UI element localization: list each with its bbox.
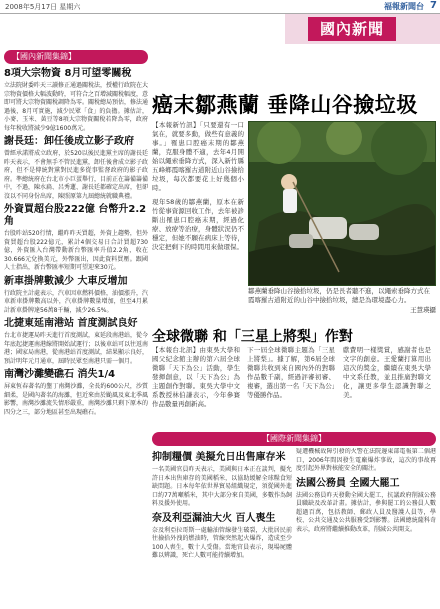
digest-story: [4, 204, 148, 273]
digest-story: [4, 318, 148, 366]
newspaper-name: 福報新聞台: [384, 2, 424, 11]
story-body: 立法院財委昨天三讀修正通過關稅法，授權行政院在大宗物資價格大幅波動時，可符合之百增減關稅幅度，意即可將大宗物資關稅調降為零。關稅總局預估，修法通過後，8月可實施，減少民眾「食」的負擔。據估計，小麥、玉米、黃豆等8項大宗物資關稅若降為零，政府每年稅收將減少9億1600萬元。: [4, 82, 148, 132]
second-column-3: [343, 346, 431, 426]
story-title: 新車掛牌數減少 大車反增加: [4, 275, 128, 287]
main-lead-paragraph: 【本報新竹訊】「只要還有一口氣在，就要多動，做些有意義的事。」罹患口腔癌末期的鄒燕蘭，克服身體不適，去年4月開始以繩索垂降方式，深入新竹縣五峰鄉霞喀羅古道附近山谷撿拾垃圾，每次都要花上好幾個小時。: [152, 121, 244, 192]
second-headline: 全球微聯 和「三星上將梨」作對: [152, 329, 353, 345]
news-digest-column: [4, 50, 148, 605]
second-column-2: 下一屆全球微聯主題為「三星上將梨」。據了解，第6屆全球微聯共收到來自國內外的對聯作品數千副，經過評審初審、複審，選出第一名「天下為公」等優勝作品。: [247, 346, 335, 399]
international-right-column: [296, 448, 436, 605]
story-body: 曾經承諾將成立政府，於520以後民進黨主席的謝長廷昨天表示，不會無手不管民進黨，卸任後會成立影子政府，但不是傳統對黨對民進多從事監督政府的影子政府。準總統府在台北市小巨蛋舉行，目前正在籌備籌備中，不過，陳水扁、呂秀蓮、謝長廷都確定出席，但卻沒以不同身份出席，陳照原第九屆總統就職典禮。: [4, 150, 148, 200]
story-title: 法國公務員 全國大罷工: [296, 477, 400, 489]
page-header: [0, 0, 440, 14]
story-title: 南灣沙灘變礁石 消失1/4: [4, 369, 116, 380]
section-banner: [0, 14, 440, 44]
main-headline: 癌末鄒燕蘭 垂降山谷撿垃圾: [152, 93, 418, 117]
forest-scene-image: [249, 122, 436, 286]
story-body: 奈及利亞拉哥斯一處輸油管線發生破裂，大批居民前往撿拾外洩的燃油時，管線突然起火爆炸，造成至少100人喪生，數十人受傷。當地官員表示，現場屍體難以辨識，死亡人數可能持續增加。: [152, 526, 292, 559]
second-col3-text: 獻費明一樣獎賞，感謝者也是文字的創意。王愛蘭打算用出這次的獎金，繼續在東吳大學中文系任教，並且推廣對聯文化，讓更多學生認識對聯之美。: [343, 346, 431, 399]
story-body: 行政院主計處表示，汽車因車燃料價格，油價漲升，汽車新車掛牌數高以外，汽車掛牌數量增加，但至4月累計新車掛牌達56萬8千輛，減少26.5%。: [4, 289, 148, 314]
issue-date: 2008年5月17日 星期六: [5, 3, 81, 11]
story-title: 外資買超台股222億 台幣升2.2角: [4, 204, 147, 227]
section-title: 國內新聞: [308, 17, 396, 41]
story-body: 法國公務員昨天發動全國大罷工，抗議政府削減公務員職缺及改革計畫。據估計，參與罷工的公務員人數超過百萬，包括教師、郵政人員及醫護人員等，學校、公共交通及公共服務受到影響。法國總統薩科奇表示，政府將繼續推動改革，削減公共開支。: [296, 491, 436, 533]
digest-header: 【國內新聞集錦】: [4, 50, 148, 64]
story-body: 一名美國官員昨天表示，美國與日本正在談判，擬允許日本出售庫存的美國稻米，以協助緩解全球糧食短缺問題。日本每年依世界貿易組織規定，須從國外進口約77萬噸稻米，其中大部分來自美國，多數作為飼料及援外使用。: [152, 466, 292, 507]
story-body: 台北市捷運局昨天進行首度測試，東延段南港站，從今年底起捷運南港線將開始試運行；以後車站可以往返南港；國家局南港，從南港站首度測試，結果顯示良好，預計明年元月通車，屆時民眾至南港只需一個月。: [4, 332, 148, 365]
digest-story: [4, 369, 148, 417]
story-title: 抑制糧價 美擬允日出售庫存米: [152, 452, 286, 463]
story-title: 8項大宗物資 8月可望零關稅: [4, 68, 132, 79]
story-title: 北捷東延南港站 首度測試良好: [4, 318, 138, 329]
photo-credit: 王慧瑛攝: [410, 306, 436, 314]
story-title: 謝長廷：卸任後成立影子政府: [4, 136, 134, 147]
second-column-1: 【本報台北訊】由東吳大學和國父紀念館主辦的第六屆全球微聯「天下為公」活動，學生發揮創意，以「天下為公」為主題創作對聯。東吳大學中文系教授林伯謙表示，今年參賽作品數量再創新高。: [152, 346, 240, 408]
story-body: 疑遭機械故障引發的火警在法院邊東部電報第二個港口，2006年間因發生電廠爆炸事故，這次的事故再度引起外界對核能安全的關注。: [296, 448, 436, 472]
main-lead-continued: 現年58歲的鄒燕蘭，原本在新竹從事資源回收工作，去年被診斷出罹患口腔癌末期，經過化療、放療等治療，身體狀況仍不穩定，但她不願在病床上等待，決定把剩下的時間用來做環保。: [152, 198, 244, 251]
digest-story: [4, 68, 148, 133]
photo-caption: 鄒燕蘭垂降山谷撿拾垃圾，仍是長者聽不進，以繩索垂降方式在霞喀羅古道附近的山谷中撿拾垃圾，總是為環境盡心力。: [248, 287, 430, 304]
story-body: 屏東恆春著名的墾丁南灣沙灘，全長約600公尺，沙質細柔，是國內著名的海灘，但近來由於颱風及東北季風影響，南灣沙灘流失情形嚴重，南灣沙灘只剩下原本的四分之三，部分地區甚至出現礁石。: [4, 383, 148, 416]
international-digest-header: 【國際新聞集錦】: [152, 432, 436, 446]
digest-story: [4, 276, 148, 316]
story-title: 奈及利亞漏油大火 百人喪生: [152, 512, 276, 524]
story-body: 台股昨站520行情，繼昨昨天買超，外資上趨勢，但外資買超台股222億元，累計4個交易日合計買超730億，外資匯入台灣帶動新台幣匯率升值2.2角，收在30.666元兌換美元，外幣匯出，因此資料買壓。跟國人士指出，新台幣匯率短期可望迎來30元。: [4, 230, 148, 271]
digest-story: [4, 136, 148, 201]
international-left-column: [152, 448, 292, 605]
page-number: 7: [430, 0, 437, 11]
news-photo: [248, 121, 436, 286]
